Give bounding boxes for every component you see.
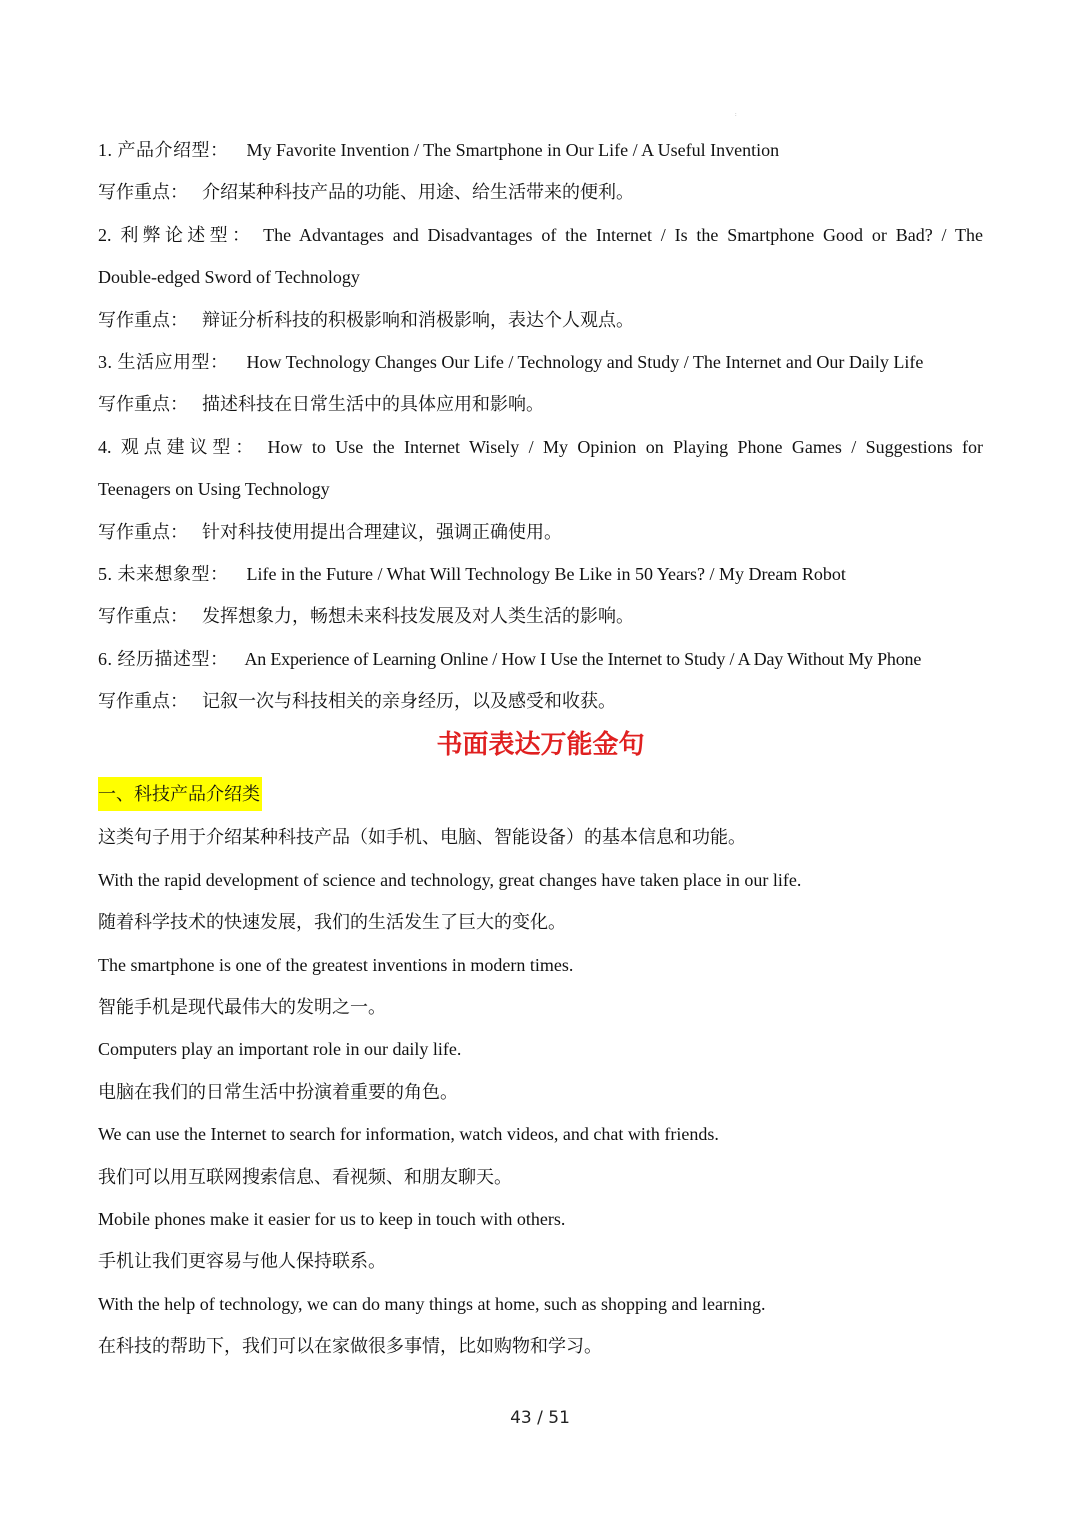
type-3-focus (98, 383, 983, 425)
type-2-focus (98, 299, 983, 341)
focus-text: 记叙一次与科技相关的亲身经历，以及感受和收获。 (202, 691, 616, 712)
focus-label: 写作重点： (98, 521, 188, 542)
sentence-zh: 手机让我们更容易与他人保持联系。 (98, 1251, 386, 1272)
type-5-titles: Life in the Future / What Will Technology Be Like in 50 Years? / My Dream Robot (246, 563, 846, 584)
type-5 (98, 553, 983, 595)
sentence-en: With the rapid development of science and technology, great changes have taken place in our life. (98, 869, 802, 890)
type-4-titles-line2: Teenagers on Using Technology (98, 479, 330, 500)
sentence-en: We can use the Internet to search for information, watch videos, and chat with friends. (98, 1124, 719, 1145)
subsection-intro: 这类句子用于介绍某种科技产品（如手机、电脑、智能设备）的基本信息和功能。 (98, 827, 746, 848)
type-4-titles-line1: How to Use the Internet Wisely / My Opinion on Playing Phone Games / Suggestions for (267, 436, 983, 457)
focus-label: 写作重点： (98, 182, 188, 203)
sentence-zh: 在科技的帮助下，我们可以在家做很多事情，比如购物和学习。 (98, 1336, 602, 1357)
type-3-label: 3. 生活应用型： (98, 351, 229, 372)
focus-label: 写作重点： (98, 394, 188, 415)
type-4 (98, 426, 983, 468)
type-1-focus (98, 171, 983, 213)
focus-text: 针对科技使用提出合理建议，强调正确使用。 (202, 521, 562, 542)
subsection-heading-row (98, 772, 983, 816)
sentence-zh: 我们可以用互联网搜索信息、看视频、和朋友聊天。 (98, 1166, 512, 1187)
document-body (98, 129, 983, 1368)
subsection-heading: 一、科技产品介绍类 (98, 777, 262, 811)
type-3 (98, 341, 983, 383)
type-6 (98, 638, 983, 680)
focus-label: 写作重点： (98, 606, 188, 627)
sentence-zh: 智能手机是现代最伟大的发明之一。 (98, 997, 386, 1018)
type-5-focus (98, 595, 983, 637)
sentence-zh: 电脑在我们的日常生活中扮演着重要的角色。 (98, 1081, 458, 1102)
type-4-label: 4. 观点建议型： (98, 436, 259, 457)
type-1-label: 1. 产品介绍型： (98, 140, 229, 160)
sentence-zh: 随着科学技术的快速发展，我们的生活发生了巨大的变化。 (98, 912, 566, 933)
page-number: 43 / 51 (510, 1408, 570, 1428)
focus-text: 描述科技在日常生活中的具体应用和影响。 (202, 394, 544, 415)
focus-label: 写作重点： (98, 691, 188, 712)
type-1-titles: My Favorite Invention / The Smartphone in Our Life / A Useful Invention (246, 140, 780, 160)
type-6-titles: An Experience of Learning Online / How I Use the Internet to Study / A Day Without My Phone (244, 648, 922, 669)
type-2 (98, 214, 983, 256)
type-3-titles: How Technology Changes Our Life / Technology and Study / The Internet and Our Daily Life (246, 351, 924, 372)
type-5-label: 5. 未来想象型： (98, 563, 229, 584)
type-4-focus (98, 511, 983, 553)
sentence-en: Mobile phones make it easier for us to keep in touch with others. (98, 1208, 566, 1229)
focus-text: 发挥想象力，畅想未来科技发展及对人类生活的影响。 (202, 606, 634, 627)
type-6-focus (98, 680, 983, 722)
type-6-label: 6. 经历描述型： (98, 648, 229, 669)
focus-label: 写作重点： (98, 309, 188, 330)
sentence-en: Computers play an important role in our daily life. (98, 1039, 462, 1060)
sentence-en: The smartphone is one of the greatest inventions in modern times. (98, 954, 574, 975)
type-2-titles-line2: Double-edged Sword of Technology (98, 267, 360, 288)
focus-text: 介绍某种科技产品的功能、用途、给生活带来的便利。 (202, 182, 634, 203)
focus-text: 辩证分析科技的积极影响和消极影响，表达个人观点。 (202, 309, 634, 330)
type-1 (98, 129, 983, 171)
section-title: 书面表达万能金句 (436, 730, 645, 761)
type-2-titles-line1: The Advantages and Disadvantages of the Internet / Is the Smartphone Good or Bad? / The (263, 224, 983, 245)
sentence-en: With the help of technology, we can do many things at home, such as shopping and learning. (98, 1293, 766, 1314)
type-2-label: 2. 利弊论述型： (98, 224, 255, 245)
header-mark: : (735, 112, 737, 118)
